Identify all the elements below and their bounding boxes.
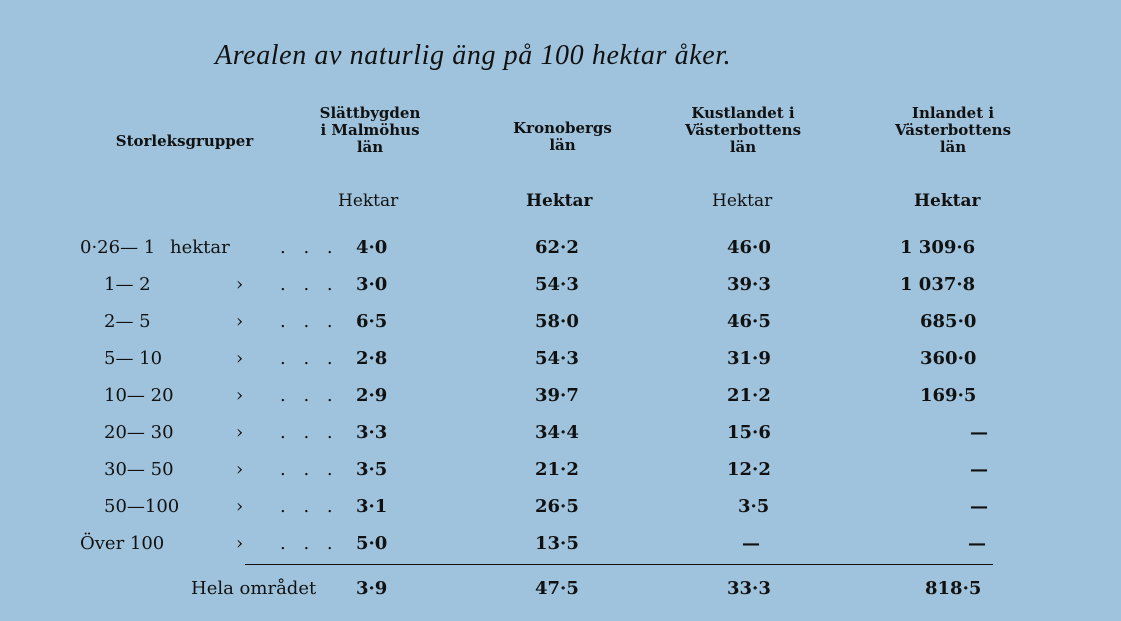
row-unit: › xyxy=(236,422,244,443)
header-inlandet-line-3: län xyxy=(939,138,967,156)
page-title: Arealen av naturlig äng på 100 hektar åker. xyxy=(215,40,732,71)
table-row xyxy=(0,496,1121,524)
header-storleksgrupper xyxy=(97,133,272,150)
table-row xyxy=(0,311,1121,339)
cell-malmohus: 2·8 xyxy=(356,348,388,369)
header-inlandet xyxy=(868,105,1038,156)
header-malmohus xyxy=(300,105,440,156)
row-leader-dots: . . . xyxy=(280,385,339,406)
cell-kustlandet: 46·0 xyxy=(727,237,771,258)
total-row xyxy=(0,578,1121,606)
row-unit: › xyxy=(236,459,244,480)
row-leader-dots: . . . xyxy=(280,348,339,369)
row-unit: › xyxy=(236,311,244,332)
row-unit: › xyxy=(236,533,244,554)
row-range: 30— 50 xyxy=(104,459,174,480)
cell-malmohus: 3·1 xyxy=(356,496,388,517)
row-range: 2— 5 xyxy=(104,311,151,332)
header-kronoberg xyxy=(490,120,635,154)
cell-malmohus: 5·0 xyxy=(356,533,388,554)
total-kronoberg: 47·5 xyxy=(535,578,579,599)
header-kustlandet xyxy=(658,105,828,156)
table-row xyxy=(0,385,1121,413)
cell-inlandet: — xyxy=(970,422,988,443)
cell-inlandet: 360·0 xyxy=(920,348,977,369)
total-kustlandet: 33·3 xyxy=(727,578,771,599)
cell-kronoberg: 21·2 xyxy=(535,459,579,480)
row-unit: › xyxy=(236,385,244,406)
cell-kronoberg: 34·4 xyxy=(535,422,579,443)
cell-malmohus: 6·5 xyxy=(356,311,388,332)
row-range: 0·26— 1 xyxy=(80,237,156,258)
cell-kustlandet: 21·2 xyxy=(727,385,771,406)
cell-kronoberg: 13·5 xyxy=(535,533,579,554)
header-inlandet-line-1: Inlandet i xyxy=(911,104,995,122)
header-kustlandet-line-1: Kustlandet i xyxy=(691,104,795,122)
cell-inlandet: — xyxy=(970,496,988,517)
row-range: 50—100 xyxy=(104,496,180,517)
cell-inlandet: 1 309·6 xyxy=(900,237,976,258)
row-leader-dots: . . . xyxy=(280,459,339,480)
header-inlandet-line-2: Västerbottens xyxy=(894,121,1012,139)
unit-kronoberg: Hektar xyxy=(526,191,593,211)
unit-kustlandet: Hektar xyxy=(712,191,773,211)
cell-inlandet: 1 037·8 xyxy=(900,274,976,295)
total-inlandet: 818·5 xyxy=(925,578,982,599)
unit-inlandet: Hektar xyxy=(914,191,981,211)
cell-inlandet: 685·0 xyxy=(920,311,977,332)
cell-kronoberg: 39·7 xyxy=(535,385,579,406)
cell-inlandet: — xyxy=(968,533,986,554)
table-row xyxy=(0,348,1121,376)
row-unit: › xyxy=(236,274,244,295)
cell-kronoberg: 54·3 xyxy=(535,274,579,295)
cell-kustlandet: 39·3 xyxy=(727,274,771,295)
cell-inlandet: 169·5 xyxy=(920,385,977,406)
total-label: Hela området xyxy=(191,578,317,599)
row-unit: › xyxy=(236,496,244,517)
cell-malmohus: 3·0 xyxy=(356,274,388,295)
cell-malmohus: 4·0 xyxy=(356,237,388,258)
row-range: Över 100 xyxy=(80,533,165,554)
row-range: 1— 2 xyxy=(104,274,151,295)
cell-malmohus: 2·9 xyxy=(356,385,388,406)
cell-inlandet: — xyxy=(970,459,988,480)
cell-kronoberg: 58·0 xyxy=(535,311,579,332)
row-leader-dots: . . . xyxy=(280,311,339,332)
header-kronoberg-line-2: län xyxy=(549,136,576,154)
header-storleksgrupper-text: Storleksgrupper xyxy=(115,132,254,150)
header-kronoberg-line-1: Kronobergs xyxy=(513,119,612,137)
cell-kustlandet: 31·9 xyxy=(727,348,771,369)
total-rule xyxy=(245,564,993,565)
cell-malmohus: 3·5 xyxy=(356,459,388,480)
table-row xyxy=(0,533,1121,561)
row-leader-dots: . . . xyxy=(280,422,339,443)
row-leader-dots: . . . xyxy=(280,533,339,554)
row-range: 5— 10 xyxy=(104,348,163,369)
row-leader-dots: . . . xyxy=(280,496,339,517)
unit-malmohus: Hektar xyxy=(338,191,399,211)
table-row xyxy=(0,274,1121,302)
cell-kustlandet: — xyxy=(742,533,760,554)
row-leader-dots: . . . xyxy=(280,274,339,295)
cell-kustlandet: 46·5 xyxy=(727,311,771,332)
header-kustlandet-line-2: Västerbottens xyxy=(684,121,802,139)
table-row xyxy=(0,422,1121,450)
row-range: 10— 20 xyxy=(104,385,174,406)
cell-kustlandet: 15·6 xyxy=(727,422,771,443)
cell-kronoberg: 62·2 xyxy=(535,237,579,258)
row-unit: › xyxy=(236,348,244,369)
cell-kustlandet: 12·2 xyxy=(727,459,771,480)
header-malmohus-line-3: län xyxy=(356,138,384,156)
table-row xyxy=(0,237,1121,265)
header-malmohus-line-2: i Malmöhus xyxy=(320,121,420,139)
row-range: 20— 30 xyxy=(104,422,174,443)
cell-kustlandet: 3·5 xyxy=(738,496,770,517)
header-kustlandet-line-3: län xyxy=(729,138,757,156)
table-row xyxy=(0,459,1121,487)
header-malmohus-line-1: Slättbygden xyxy=(319,104,421,122)
row-leader-dots: . . . xyxy=(280,237,339,258)
row-unit: hektar xyxy=(170,237,230,258)
total-malmohus: 3·9 xyxy=(356,578,388,599)
cell-kronoberg: 54·3 xyxy=(535,348,579,369)
cell-malmohus: 3·3 xyxy=(356,422,388,443)
cell-kronoberg: 26·5 xyxy=(535,496,579,517)
